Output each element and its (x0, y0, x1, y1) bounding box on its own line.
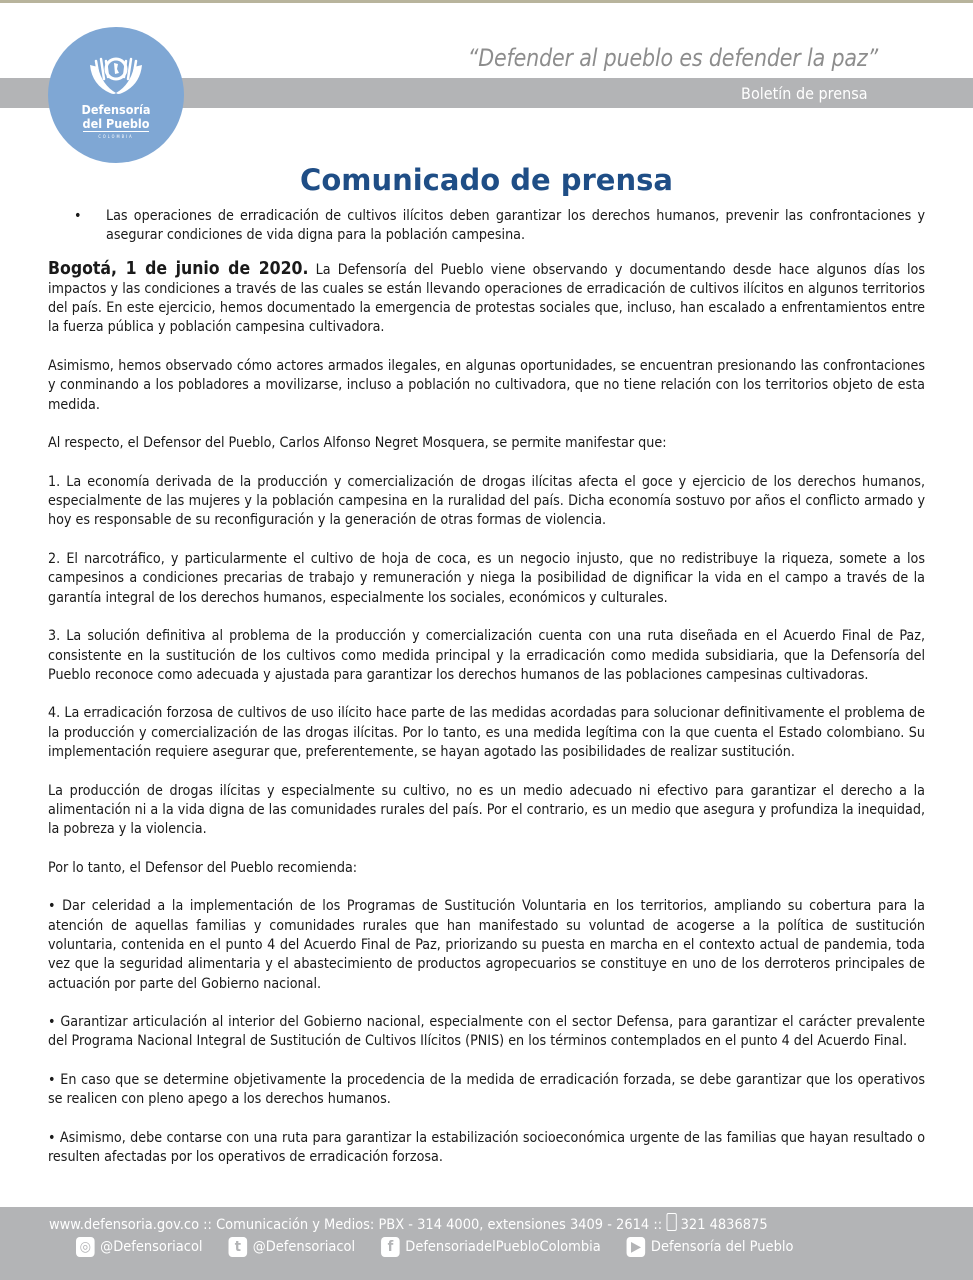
mobile-phone-icon (666, 1213, 676, 1231)
youtube-channel[interactable]: Defensoría del Pueblo (650, 1239, 794, 1255)
facebook-page[interactable]: DefensoriadelPuebloColombia (405, 1239, 601, 1255)
bullet-icon: • (74, 208, 82, 224)
page-title: Comunicado de prensa (300, 163, 673, 197)
numbered-point-3: 3. La solución definitiva al problema de la producción y comercialización cuenta con una ruta diseñada en el Acuerdo Final de Paz, consistente en la sustitución de los cultivos como medida principal y la erradicación como medida subsidiaria, que la Defensoría del Pueblo reconoce como adecuada y ajustada para garantizar los derechos humanos de las poblaciones campesinas cultivadoras. (48, 628, 925, 683)
recommendation: • En caso que se determine objetivamente la procedencia de la medida de erradicación forzada, se debe garantizar que los operativos se realicen con pleno apego a los derechos humanos. (48, 1072, 925, 1108)
paragraph: La producción de drogas ilícitas y especialmente su cultivo, no es un medio adecuado ni efectivo para garantizar el derecho a la alimentación ni a la vida digna de las comunidades rurales del país. Por el contrario, es un medio que asegura y profundiza la inequidad, la pobreza y la violencia. (48, 782, 925, 838)
paragraph: Por lo tanto, el Defensor del Pueblo recomienda: (48, 859, 358, 876)
instagram-handle[interactable]: @Defensoriacol (100, 1239, 203, 1255)
recommendation: • Dar celeridad a la implementación de los Programas de Sustitución Voluntaria en los territorios, ampliando su cobertura para la atención de aquellas familias y comunidades rurales que han manifestado su voluntad de acogerse a la política de sustitución voluntaria, contenida en el punto 4 del Acuerdo Final de Paz, priorizando su puesta en marcha en el contexto actual de pandemia, toda vez que la seguridad alimentaria y el abastecimiento de productos agropecuarios se constituye en uno de los derroteros principales de actuación por parte del Gobierno nacional. (48, 898, 925, 992)
top-border (0, 0, 973, 3)
numbered-point-1: 1. La economía derivada de la producción y comercialización de drogas ilícitas afecta el goce y ejercicio de los derechos humanos, especialmente de las mujeres y la población campesina en la ruralidad del país. Dicha economía sostuvo por años el conflicto armado y hoy es responsable de su reconfiguración y la generación de otras formas de violencia. (48, 473, 925, 529)
contact-line: www.defensoria.gov.co :: Comunicación y Medios: PBX - 314 4000, extensiones 3409 - 2614 :: (49, 1217, 663, 1233)
youtube-icon: ▶ (627, 1237, 646, 1257)
dateline: Bogotá, 1 de junio de 2020. (48, 258, 309, 279)
numbered-point-4: 4. La erradicación forzosa de cultivos de uso ilícito hace parte de las medidas acordadas para solucionar definitivamente el problema de la producción y comercialización de las drogas ilícitas. Por lo tanto, es una medida legítima con la que cuenta el Estado colombiano. Su implementación requiere asegurar que, preferentemente, se hayan agotado las posibilidades de realizar sustitución. (48, 705, 925, 761)
logo (48, 27, 184, 163)
lead-bullet (48, 207, 925, 246)
recommendation: • Asimismo, debe contarse con una ruta para garantizar la estabilización socioeconómica urgente de las familias que hayan resultado o resulten afectadas por los operativos de erradicación forzosa. (48, 1129, 925, 1166)
paragraph-intro (48, 260, 925, 338)
intro-text: La Defensoría del Pueblo viene observando y documentando desde hace algunos días los impactos y las condiciones a través de las cuales se están llevando operaciones de erradicación de cultivos ilícitos en algunos territorios del país. En este ejercicio, hemos documentado la emergencia de protestas sociales que, incluso, han escalado a enfrentamientos entre la fuerza pública y población campesina cultivadora. (48, 261, 925, 336)
recommendation: • Garantizar articulación al interior del Gobierno nacional, especialmente con el sector Defensa, para garantizar el carácter prevalente del Programa Nacional Integral de Sustitución de Cultivos Ilícitos (PNIS) en los términos contemplados en el punto 4 del Acuerdo Final. (48, 1014, 925, 1050)
bulletin-label: Boletín de prensa (741, 84, 868, 103)
mobile-number: 321 4836875 (680, 1217, 768, 1233)
logo-line-3: COLOMBIA (98, 134, 134, 139)
paragraph: Asimismo, hemos observado cómo actores armados ilegales, en algunas oportunidades, se encuentran presionando las confrontaciones y conminando a los pobladores a movilizarse, incluso a población no cultivadora, que no tiene relación con los territorios objeto de esta medida. (48, 358, 925, 413)
facebook-icon: f (381, 1237, 400, 1257)
slogan: “Defender al pueblo es defender la paz” (467, 44, 878, 72)
twitter-icon: t (229, 1237, 248, 1257)
paragraph: Al respecto, el Defensor del Pueblo, Carlos Alfonso Negret Mosquera, se permite manifestar que: (48, 435, 667, 452)
logo-line-2: del Pueblo (82, 116, 150, 131)
twitter-handle[interactable]: @Defensoriacol (252, 1239, 356, 1255)
document-body (48, 207, 925, 1187)
hands-globe-icon (86, 53, 146, 103)
numbered-point-2: 2. El narcotráfico, y particularmente el cultivo de hoja de coca, es un negocio injusto, que no redistribuye la riqueza, somete a los campesinos a condiciones precarias de trabajo y remuneración y niega la posibilidad de dignificar la vida en el campo a través de la garantía integral de los derechos humanos, especialmente los sociales, económicos y culturales. (48, 551, 925, 606)
lead-bullet-text: Las operaciones de erradicación de cultivos ilícitos deben garantizar los derechos humanos, prevenir las confrontaciones y asegurar condiciones de vida digna para la población campesina. (106, 208, 925, 244)
logo-line-1: Defensoría (81, 102, 151, 117)
instagram-icon: ◎ (76, 1237, 95, 1257)
footer (0, 1207, 973, 1280)
